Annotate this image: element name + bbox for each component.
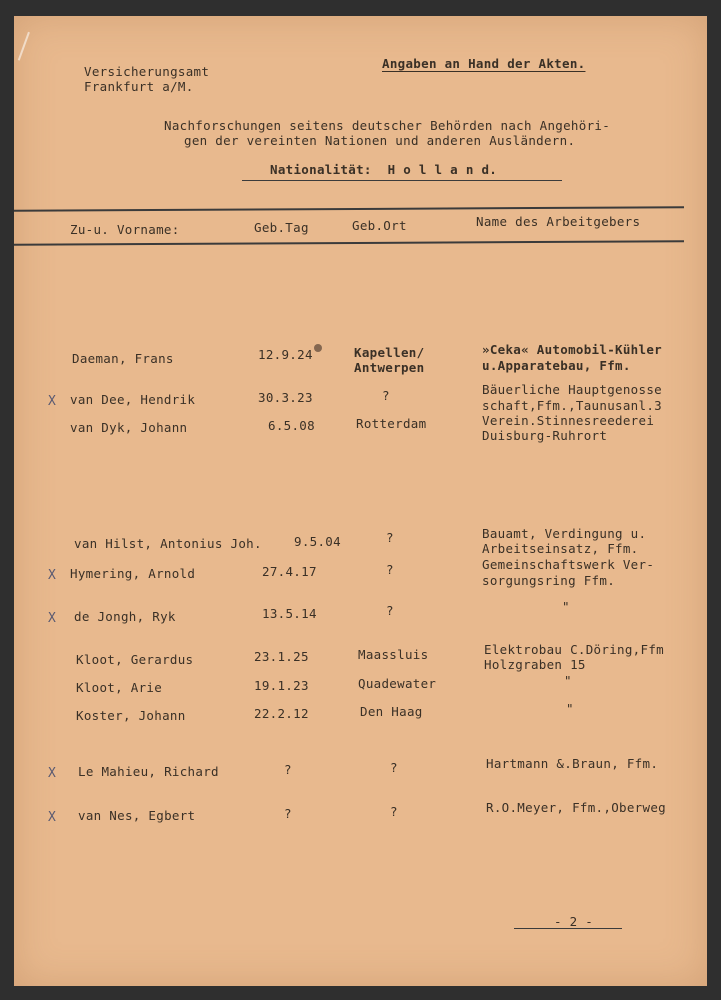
nationality-value: H o l l a n d. — [387, 162, 498, 177]
row-birth-place-2: Antwerpen — [354, 360, 425, 375]
office-line1: Versicherungsamt — [84, 64, 210, 79]
row-birth-date: 30.3.23 — [258, 390, 313, 405]
row-name: Le Mahieu, Richard — [78, 764, 219, 779]
row-name: van Dee, Hendrik — [70, 392, 196, 407]
row-employer: Gemeinschaftswerk Ver- — [482, 557, 655, 572]
row-birth-place: Rotterdam — [356, 416, 427, 431]
row-mark: X — [48, 611, 56, 626]
row-birth-place: Den Haag — [360, 704, 423, 719]
row-name: Koster, Johann — [76, 708, 186, 723]
nationality-label: Nationalität: — [270, 162, 372, 177]
col-employer: Name des Arbeitgebers — [476, 214, 641, 229]
row-birth-place: ? — [386, 603, 394, 618]
row-employer: " — [562, 599, 570, 614]
row-mark: X — [48, 766, 56, 781]
row-name: van Hilst, Antonius Joh. — [74, 536, 262, 551]
row-birth-place: ? — [390, 804, 398, 819]
row-employer: R.O.Meyer, Ffm.,Oberweg — [486, 800, 666, 815]
nationality-line — [270, 162, 497, 177]
header-rule-top — [14, 206, 684, 212]
row-name: Kloot, Arie — [76, 680, 163, 695]
office-line2: Frankfurt a/M. — [84, 79, 194, 94]
page-number-underline — [514, 928, 622, 929]
row-birth-place: Maassluis — [358, 647, 429, 662]
row-birth-date: 23.1.25 — [254, 649, 309, 664]
row-birth-date: 6.5.08 — [268, 418, 315, 433]
row-employer-2: Duisburg-Ruhrort — [482, 428, 608, 443]
row-name: Daeman, Frans — [72, 351, 174, 366]
intro-line1: Nachforschungen seitens deutscher Behörden nach Angehöri- — [164, 118, 611, 133]
nationality-underline — [242, 180, 562, 181]
page-number: - 2 - — [554, 914, 594, 929]
row-employer-2: schaft,Ffm.,Taunusanl.3 — [482, 398, 662, 413]
header-rule-bottom — [14, 240, 684, 246]
row-birth-place: Quadewater — [358, 676, 437, 691]
row-birth-place: ? — [382, 388, 390, 403]
row-name: van Nes, Egbert — [78, 808, 196, 823]
row-name: Hymering, Arnold — [70, 566, 196, 581]
row-employer: Verein.Stinnesreederei — [482, 413, 655, 428]
row-name: de Jongh, Ryk — [74, 609, 176, 624]
row-birth-date: 12.9.24 — [258, 347, 313, 362]
row-birth-date: 9.5.04 — [294, 534, 341, 549]
row-birth-place: ? — [386, 562, 394, 577]
subject-line: Angaben an Hand der Akten. — [382, 56, 586, 71]
col-birth-date: Geb.Tag — [254, 220, 309, 235]
row-mark: X — [48, 810, 56, 825]
row-employer-2: Holzgraben 15 — [484, 657, 586, 672]
paper-crease — [18, 32, 56, 70]
row-mark: X — [48, 394, 56, 409]
row-employer: " — [564, 673, 572, 688]
row-name: Kloot, Gerardus — [76, 652, 194, 667]
row-employer: Hartmann &.Braun, Ffm. — [486, 756, 659, 771]
row-birth-date: 19.1.23 — [254, 678, 309, 693]
col-name: Zu-u. Vorname: — [70, 222, 180, 237]
col-birth-place: Geb.Ort — [352, 218, 407, 233]
row-birth-place: ? — [386, 530, 394, 545]
intro-line2: gen der vereinten Nationen und anderen Ausländern. — [184, 133, 576, 148]
row-name: van Dyk, Johann — [70, 420, 188, 435]
row-birth-date: ? — [284, 806, 292, 821]
row-birth-date: ? — [284, 762, 292, 777]
row-employer: " — [566, 701, 574, 716]
row-employer-2: sorgungsring Ffm. — [482, 573, 616, 588]
row-employer-2: Arbeitseinsatz, Ffm. — [482, 541, 639, 556]
document-sheet — [14, 16, 707, 986]
row-birth-place: ? — [390, 760, 398, 775]
ink-smudge — [314, 344, 322, 352]
row-employer-2: u.Apparatebau, Ffm. — [482, 358, 631, 373]
row-employer: »Ceka« Automobil-Kühler — [482, 342, 662, 357]
row-employer: Bäuerliche Hauptgenosse — [482, 382, 662, 397]
row-birth-date: 22.2.12 — [254, 706, 309, 721]
row-employer: Elektrobau C.Döring,Ffm — [484, 642, 664, 657]
row-employer: Bauamt, Verdingung u. — [482, 526, 647, 541]
row-mark: X — [48, 568, 56, 583]
row-birth-date: 13.5.14 — [262, 606, 317, 621]
row-birth-place: Kapellen/ — [354, 345, 425, 360]
row-birth-date: 27.4.17 — [262, 564, 317, 579]
